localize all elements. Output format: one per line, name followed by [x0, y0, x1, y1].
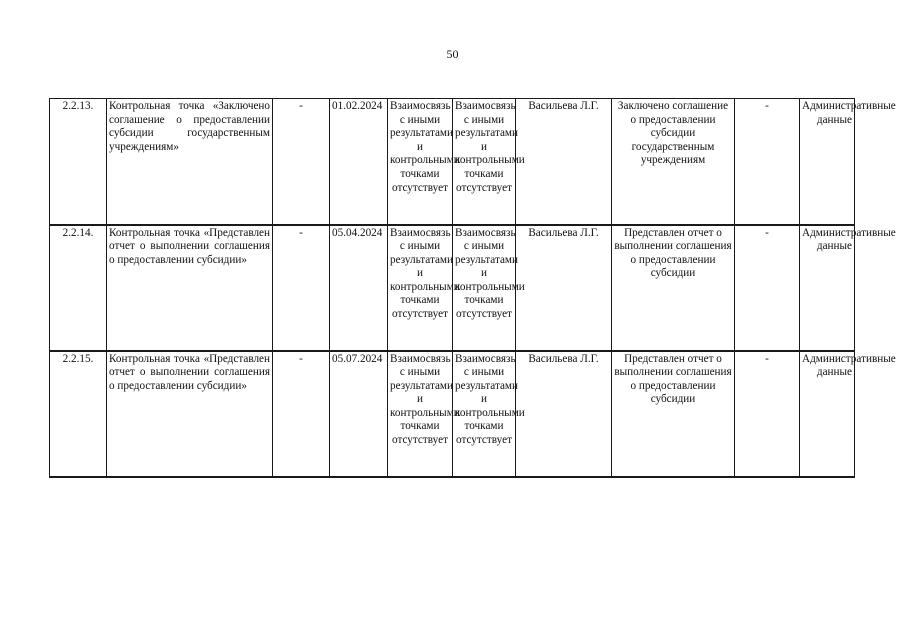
prev-link-cell: Взаимосвязь с иными результатами и контрольными точками отсутствует — [388, 225, 453, 351]
start-date-cell: - — [273, 99, 330, 225]
control-point-name-cell: Контрольная точка «Представлен отчет о выполнении соглашения о предоставлении субсидии» — [107, 351, 273, 477]
control-point-name-cell: Контрольная точка «Представлен отчет о выполнении соглашения о предоставлении субсидии» — [107, 225, 273, 351]
start-date-cell: - — [273, 225, 330, 351]
end-date-cell: 05.07.2024 — [330, 351, 388, 477]
indicator-cell: - — [735, 99, 800, 225]
indicator-cell: - — [735, 351, 800, 477]
source-cell: Административные данные — [800, 99, 855, 225]
executor-cell: Васильева Л.Г. — [516, 351, 612, 477]
prev-link-cell: Взаимосвязь с иными результатами и контрольными точками отсутствует — [388, 99, 453, 225]
table-row — [50, 351, 855, 477]
next-link-cell: Взаимосвязь с иными результатами и контрольными точками отсутствует — [453, 351, 516, 477]
executor-cell: Васильева Л.Г. — [516, 99, 612, 225]
source-cell: Административные данные — [800, 351, 855, 477]
page-number: 50 — [446, 47, 459, 61]
result-cell: Представлен отчет о выполнении соглашения о предоставлении субсидии — [612, 351, 735, 477]
indicator-cell: - — [735, 225, 800, 351]
row-number-cell: 2.2.13. — [50, 99, 107, 225]
end-date-cell: 01.02.2024 — [330, 99, 388, 225]
source-cell: Административные данные — [800, 225, 855, 351]
next-link-cell: Взаимосвязь с иными результатами и контрольными точками отсутствует — [453, 225, 516, 351]
control-point-name-cell: Контрольная точка «Заключено соглашение о предоставлении субсидии государственным учреждениям» — [107, 99, 273, 225]
start-date-cell: - — [273, 351, 330, 477]
table-row — [50, 99, 855, 225]
end-date-cell: 05.04.2024 — [330, 225, 388, 351]
table-row — [50, 225, 855, 351]
row-number-cell: 2.2.14. — [50, 225, 107, 351]
next-link-cell: Взаимосвязь с иными результатами и контрольными точками отсутствует — [453, 99, 516, 225]
executor-cell: Васильева Л.Г. — [516, 225, 612, 351]
control-points-table — [49, 98, 896, 478]
row-number-cell: 2.2.15. — [50, 351, 107, 477]
result-cell: Заключено соглашение о предоставлении субсидии государственным учреждениям — [612, 99, 735, 225]
prev-link-cell: Взаимосвязь с иными результатами и контрольными точками отсутствует — [388, 351, 453, 477]
result-cell: Представлен отчет о выполнении соглашения о предоставлении субсидии — [612, 225, 735, 351]
